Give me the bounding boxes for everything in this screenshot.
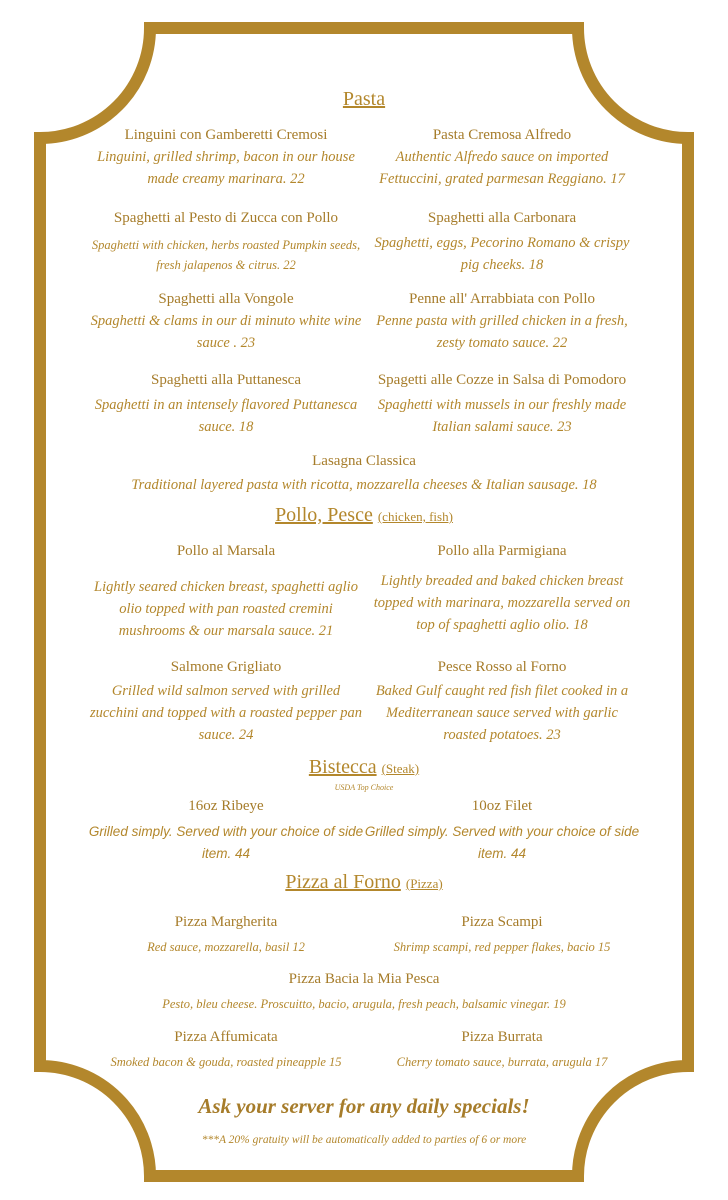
item-name: Pizza Margherita <box>174 914 278 930</box>
menu-item-alfredo <box>364 124 640 190</box>
menu-item-puttanesca <box>88 369 364 438</box>
menu-item-scampi <box>364 911 640 957</box>
menu-item-affumicata <box>88 1026 364 1072</box>
item-desc: Authentic Alfredo sauce on imported Fettuccini, grated parmesan Reggiano. 17 <box>379 149 625 187</box>
item-desc: Spaghetti in an intensely flavored Puttanesca sauce. 18 <box>94 397 358 435</box>
item-name: 10oz Filet <box>471 798 533 814</box>
menu-item-salmone <box>88 656 364 746</box>
item-desc: Cherry tomato sauce, burrata, arugula 17 <box>396 1055 608 1069</box>
daily-specials-text: Ask your server for any daily specials! <box>198 1094 530 1118</box>
item-name: Pizza Scampi <box>461 914 543 930</box>
item-desc: Penne pasta with grilled chicken in a fresh, zesty tomato sauce. 22 <box>376 313 628 351</box>
menu-item-margherita <box>88 911 364 957</box>
item-name: Spaghetti alla Carbonara <box>427 210 577 226</box>
menu-item-burrata <box>364 1026 640 1072</box>
menu-item-carbonara <box>364 207 640 276</box>
gratuity-note: ***A 20% gratuity will be automatically added to parties of 6 or more <box>201 1134 527 1146</box>
item-desc: Spaghetti, eggs, Pecorino Romano & crispy pig cheeks. 18 <box>374 235 630 273</box>
usda-note: USDA Top Choice <box>334 783 394 792</box>
item-desc: Traditional layered pasta with ricotta, mozzarella cheeses & Italian sausage. 18 <box>131 477 597 493</box>
item-desc: Lightly breaded and baked chicken breast topped with marinara, mozzarella served on top of spaghetti aglio olio. 18 <box>373 573 631 633</box>
item-desc: Red sauce, mozzarella, basil 12 <box>147 940 305 954</box>
item-name: Pasta Cremosa Alfredo <box>432 127 572 143</box>
item-desc: Spaghetti with chicken, herbs roasted Pumpkin seeds, fresh jalapenos & citrus. 22 <box>91 238 361 272</box>
item-desc: Shrimp scampi, red pepper flakes, bacio 15 <box>393 940 611 954</box>
item-name: Penne all' Arrabbiata con Pollo <box>409 291 595 307</box>
menu-item-filet <box>364 795 640 865</box>
item-name: Spagetti alle Cozze in Salsa di Pomodoro <box>377 372 627 388</box>
item-name: Pollo al Marsala <box>176 543 276 559</box>
item-desc: Grilled simply. Served with your choice of side item. 44 <box>364 824 640 861</box>
item-name: Linguini con Gamberetti Cremosi <box>124 127 328 143</box>
item-desc: Pesto, bleu cheese. Proscuitto, bacio, arugula, fresh peach, balsamic vinegar. 19 <box>162 997 566 1011</box>
menu-item-lasagna <box>90 450 638 496</box>
section-heading-pollo-pesce: Pollo, Pesce (chicken, fish) <box>275 504 453 526</box>
section-heading-pasta: Pasta <box>342 88 386 110</box>
menu-item-bacia-pesca <box>90 968 638 1014</box>
item-name: Spaghetti al Pesto di Zucca con Pollo <box>113 210 339 226</box>
item-name: Pizza Bacia la Mia Pesca <box>288 971 440 987</box>
menu-item-pesto-zucca <box>88 207 364 275</box>
item-desc: Grilled wild salmon served with grilled zucchini and topped with a roasted pepper pan sauce. 24 <box>89 683 363 743</box>
item-desc: Linguini, grilled shrimp, bacon in our house made creamy marinara. 22 <box>97 149 355 187</box>
item-name: Spaghetti alla Puttanesca <box>151 372 301 388</box>
item-name: 16oz Ribeye <box>188 798 264 814</box>
menu-item-ribeye <box>88 795 364 865</box>
menu-item-linguini <box>88 124 364 190</box>
item-name: Pizza Affumicata <box>174 1029 278 1045</box>
menu-item-marsala <box>88 540 364 642</box>
item-desc: Smoked bacon & gouda, roasted pineapple 15 <box>110 1055 342 1069</box>
item-name: Salmone Grigliato <box>170 659 282 675</box>
menu-item-cozze <box>364 369 640 438</box>
item-desc: Baked Gulf caught red fish filet cooked in a Mediterranean sauce served with garlic roasted potatoes. 23 <box>375 683 629 743</box>
item-name: Spaghetti alla Vongole <box>158 291 294 307</box>
item-name: Lasagna Classica <box>312 453 416 469</box>
item-name: Pollo alla Parmigiana <box>437 543 567 559</box>
item-desc: Spaghetti with mussels in our freshly made Italian salami sauce. 23 <box>377 397 627 435</box>
menu-item-arrabbiata <box>364 288 640 354</box>
menu-item-parmigiana <box>364 540 640 636</box>
menu-item-pesce-rosso <box>364 656 640 746</box>
item-desc: Spaghetti & clams in our di minuto white wine sauce . 23 <box>90 313 362 351</box>
menu-item-vongole <box>88 288 364 354</box>
item-desc: Lightly seared chicken breast, spaghetti aglio olio topped with pan roasted cremini mushrooms & our marsala sauce. 21 <box>94 579 358 639</box>
item-name: Pizza Burrata <box>461 1029 543 1045</box>
item-name: Pesce Rosso al Forno <box>437 659 567 675</box>
item-desc: Grilled simply. Served with your choice of side item. 44 <box>88 824 364 861</box>
section-heading-bistecca: Bistecca (Steak) <box>308 756 420 778</box>
section-heading-pizza: Pizza al Forno (Pizza) <box>285 871 443 893</box>
